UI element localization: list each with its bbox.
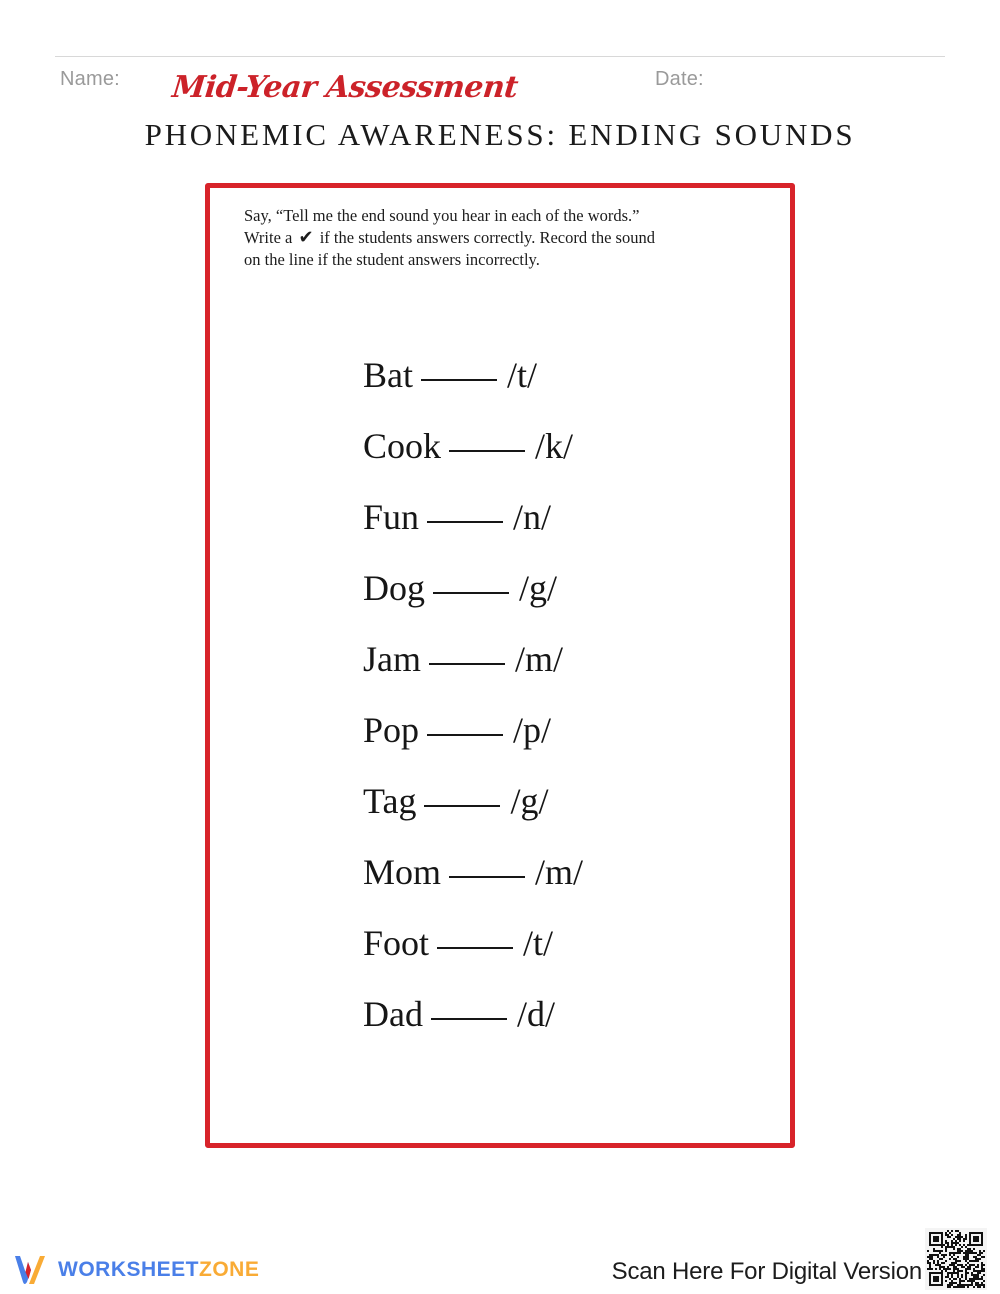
logo-wordmark — [58, 1258, 259, 1282]
word-row — [363, 707, 763, 778]
answer-blank[interactable] — [449, 450, 525, 452]
instructions-text — [244, 205, 749, 271]
instructions-line-2a: Write a — [244, 228, 293, 247]
word-label: Mom — [363, 852, 442, 892]
ending-sound-label: /g/ — [519, 568, 558, 608]
ending-sound-label: /p/ — [513, 710, 552, 750]
word-label: Cook — [363, 426, 442, 466]
word-row — [363, 636, 763, 707]
ending-sound-label: /t/ — [507, 355, 538, 395]
date-label: Date: — [655, 68, 704, 90]
answer-blank[interactable] — [431, 1018, 507, 1020]
word-list — [363, 352, 763, 1062]
answer-blank[interactable] — [424, 805, 500, 807]
ending-sound-label: /d/ — [516, 994, 555, 1034]
checkmark-icon: ✔ — [298, 227, 314, 248]
word-label: Pop — [363, 710, 420, 750]
answer-blank[interactable] — [433, 592, 509, 594]
word-label: Foot — [363, 923, 430, 963]
ending-sound-label: /t/ — [523, 923, 554, 963]
qr-code[interactable] — [925, 1228, 987, 1290]
word-row — [363, 778, 763, 849]
word-label: Tag — [363, 781, 417, 821]
instructions-line-3: on the line if the student answers incorrectly. — [244, 250, 540, 269]
logo-text-worksheet: WORKSHEET — [58, 1258, 199, 1281]
ending-sound-label: /m/ — [535, 852, 584, 892]
answer-blank[interactable] — [427, 521, 503, 523]
scan-prompt-text: Scan Here For Digital Version — [611, 1258, 922, 1285]
word-label: Bat — [363, 355, 413, 395]
word-label: Fun — [363, 497, 420, 537]
word-row — [363, 423, 763, 494]
word-row — [363, 565, 763, 636]
word-row — [363, 849, 763, 920]
header-divider — [55, 56, 945, 57]
assessment-subtitle: Mid-Year Assessment — [170, 70, 520, 105]
word-row — [363, 920, 763, 991]
ending-sound-label: /n/ — [513, 497, 552, 537]
answer-blank[interactable] — [427, 734, 503, 736]
instructions-line-2b: if the students answers correctly. Record the sound — [319, 228, 655, 247]
word-row — [363, 494, 763, 565]
answer-blank[interactable] — [429, 663, 505, 665]
answer-blank[interactable] — [449, 876, 525, 878]
instructions-line-1: Say, “Tell me the end sound you hear in each of the words.” — [244, 206, 640, 225]
answer-blank[interactable] — [421, 379, 497, 381]
worksheet-zone-logo — [12, 1252, 259, 1288]
word-label: Jam — [363, 639, 421, 679]
logo-text-zone: ZONE — [199, 1258, 260, 1281]
qr-code-image — [927, 1230, 985, 1288]
word-row — [363, 352, 763, 423]
ending-sound-label: /m/ — [515, 639, 564, 679]
word-label: Dad — [363, 994, 423, 1034]
word-row — [363, 991, 763, 1062]
logo-w-icon — [12, 1252, 52, 1288]
ending-sound-label: /g/ — [510, 781, 549, 821]
word-label: Dog — [363, 568, 425, 608]
page-title: PHONEMIC AWARENESS: ENDING SOUNDS — [144, 117, 856, 152]
name-label: Name: — [60, 68, 120, 90]
ending-sound-label: /k/ — [535, 426, 574, 466]
answer-blank[interactable] — [437, 947, 513, 949]
